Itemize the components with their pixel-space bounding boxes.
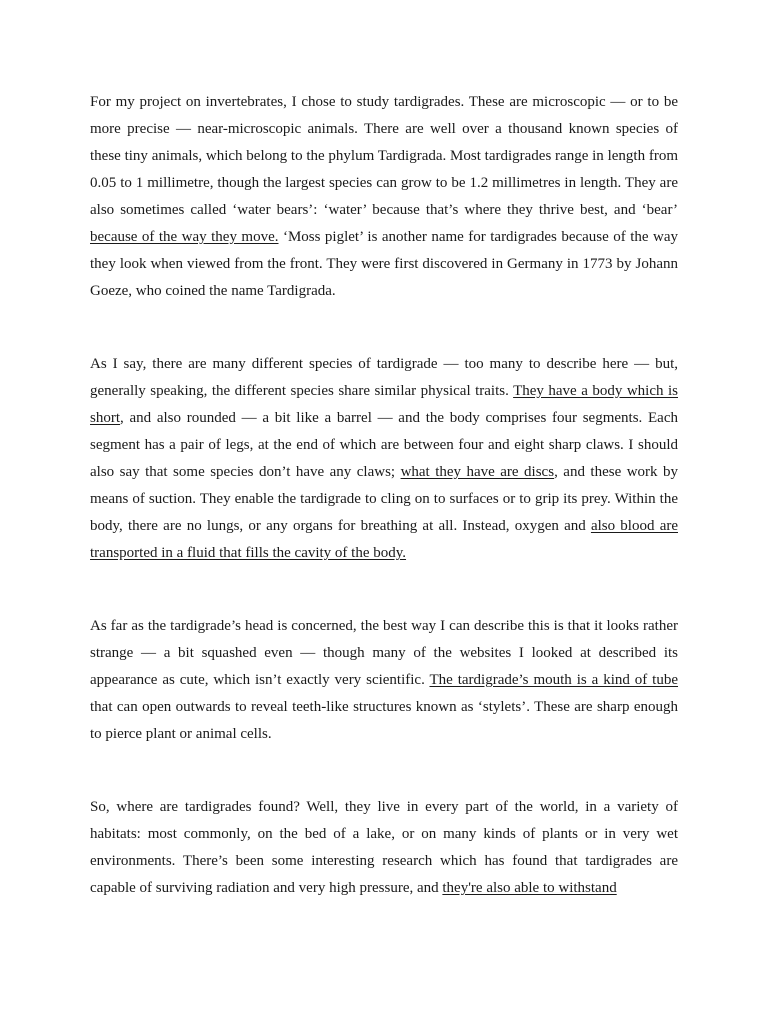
paragraph-physical-traits xyxy=(90,351,678,567)
underlined-phrase: they're also able to withstand xyxy=(442,880,617,896)
underlined-phrase: what they have are discs xyxy=(400,464,555,480)
paragraph-tardigrade-intro xyxy=(90,89,678,305)
text-run: For my project on invertebrates, I chose to study tardigrades. These are microscopic — or to be more precise — near-microscopic animals. There are well over a thousand known species of these tiny animals, which belong to the phylum Tardigrada. Most tardigrades range in length from 0.05 to 1 millimetre, though the largest species can grow to be 1.2 millimetres in length. They are also sometimes called ‘water bears’: ‘water’ because that’s where they thrive best, and ‘bear’ xyxy=(90,94,678,218)
text-run: that can open outwards to reveal teeth-like structures known as ‘stylets’. These are sharp enough to pierce plant or animal cells. xyxy=(90,699,678,742)
underlined-phrase: also blood are transported in a fluid that fills the cavity of the body. xyxy=(90,518,678,561)
document-page xyxy=(90,89,678,948)
text-run: As I say, there are many different species of tardigrade — too many to describe here — but, generally speaking, the different species share similar physical traits. xyxy=(90,356,678,399)
paragraph-head-description xyxy=(90,613,678,748)
text-run: So, where are tardigrades found? Well, they live in every part of the world, in a variety of habitats: most commonly, on the bed of a lake, or on many kinds of plants or in very wet environments. There’s been some interesting research which has found that tardigrades are capable of surviving radiation and very high pressure, and xyxy=(90,799,678,896)
underlined-phrase: The tardigrade’s mouth is a kind of tube xyxy=(429,672,679,688)
underlined-phrase: They have a body which is short xyxy=(90,383,678,426)
underlined-phrase: because of the way they move. xyxy=(90,229,279,245)
text-run: ‘Moss piglet’ is another name for tardigrades because of the way they look when viewed from the front. They were first discovered in Germany in 1773 by Johann Goeze, who coined the name Tardigrada. xyxy=(90,229,679,299)
text-run: , and these work by means of suction. They enable the tardigrade to cling on to surfaces or to grip its prey. Within the body, there are no lungs, or any organs for breathing at all. Instead, oxygen and xyxy=(90,464,679,534)
text-run: , and also rounded — a bit like a barrel — and the body comprises four segments. Each segment has a pair of legs, at the end of which are between four and eight sharp claws. I should also say that some species don’t have any claws; xyxy=(90,410,678,480)
paragraph-habitats xyxy=(90,794,678,902)
text-run: As far as the tardigrade’s head is concerned, the best way I can describe this is that it looks rather strange — a bit squashed even — though many of the websites I looked at described its appearance as cute, which isn’t exactly very scientific. xyxy=(90,618,678,688)
